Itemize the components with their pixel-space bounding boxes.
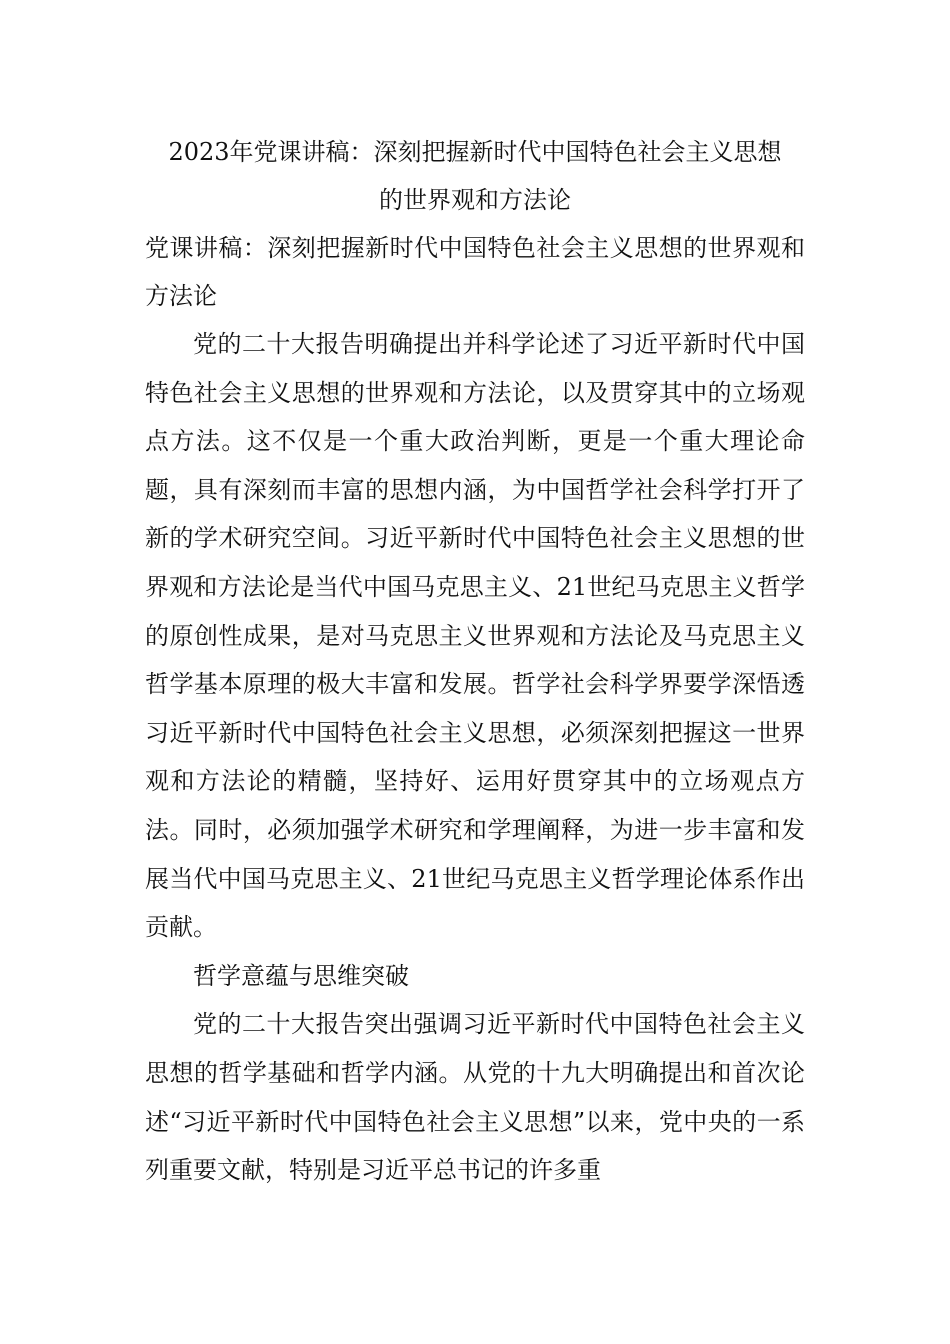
document-title xyxy=(145,128,805,224)
document-subtitle: 党课讲稿：深刻把握新时代中国特色社会主义思想的世界观和方法论 xyxy=(145,234,805,310)
paragraph-1: 党的二十大报告明确提出并科学论述了习近平新时代中国特色社会主义思想的世界观和方法论，以及贯穿其中的立场观点方法。这不仅是一个重大政治判断，更是一个重大理论命题，具有深刻而丰富的思想内涵，为中国哲学社会科学打开了新的学术研究空间。习近平新时代中国特色社会主义思想的世界观和方法论是当代中国马克思主义、21世纪马克思主义哲学的原创性成果，是对马克思主义世界观和方法论及马克思主义哲学基本原理的极大丰富和发展。哲学社会科学界要学深悟透习近平新时代中国特色社会主义思想，必须深刻把握这一世界观和方法论的精髓，坚持好、运用好贯穿其中的立场观点方法。同时，必须加强学术研究和学理阐释，为进一步丰富和发展当代中国马克思主义、21世纪马克思主义哲学理论体系作出贡献。 xyxy=(145,330,805,942)
title-line-2: 的世界观和方法论 xyxy=(379,186,571,214)
title-line-1: 2023年党课讲稿：深刻把握新时代中国特色社会主义思想 xyxy=(168,138,782,166)
paragraph-2: 党的二十大报告突出强调习近平新时代中国特色社会主义思想的哲学基础和哲学内涵。从党的十九大明确提出和首次论述“习近平新时代中国特色社会主义思想”以来，党中央的一系列重要文献，特别是习近平总书记的许多重 xyxy=(145,1010,805,1185)
section-heading: 哲学意蕴与思维突破 xyxy=(193,961,409,990)
